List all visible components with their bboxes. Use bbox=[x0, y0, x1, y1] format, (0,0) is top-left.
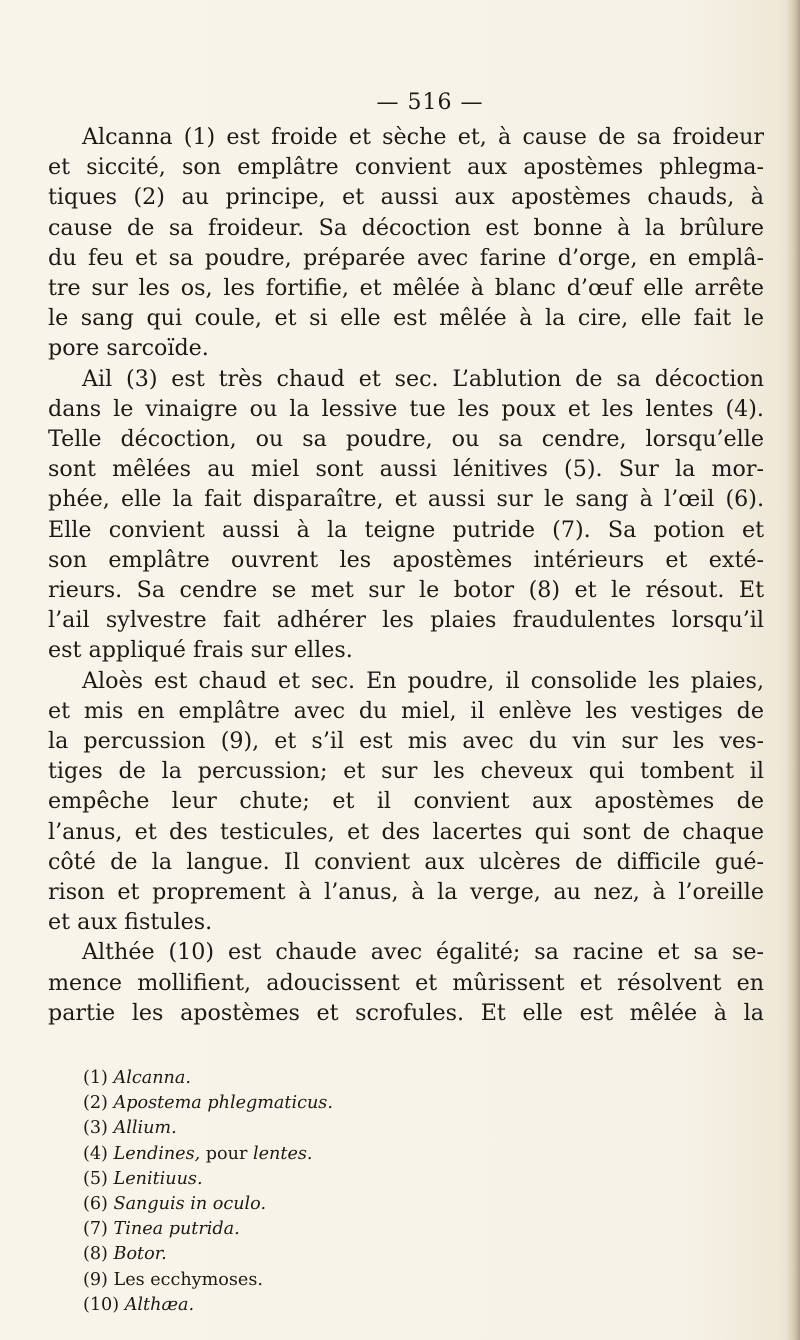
footnote-number: (1) bbox=[83, 1068, 108, 1088]
text-line: rison et proprement à l’anus, à la verge, au nez, à l’oreille bbox=[48, 879, 764, 906]
footnote-number: (7) bbox=[83, 1219, 108, 1240]
text-line: Telle décoction, ou sa poudre, ou sa cendre, lorsqu’elle bbox=[48, 426, 764, 453]
text-line: et mis en emplâtre avec du miel, il enlève les vestiges de bbox=[48, 697, 764, 724]
footnote bbox=[83, 1167, 333, 1192]
text-line: et aux fistules. bbox=[48, 909, 213, 936]
text-line: tre sur les os, les fortifie, et mêlée à blanc d’œuf elle arrête bbox=[48, 275, 764, 302]
footnote-number: (5) bbox=[83, 1168, 108, 1189]
text-line: pore sarcoïde. bbox=[48, 335, 209, 362]
text-line: cause de sa froideur. Sa décoction est bonne à la brûlure bbox=[48, 214, 764, 241]
footnote bbox=[83, 1268, 333, 1293]
text-line: Elle convient aussi à la teigne putride (7). Sa potion et bbox=[48, 516, 764, 543]
text-line: l’ail sylvestre fait adhérer les plaies fraudulentes lorsqu’il bbox=[48, 607, 764, 634]
text-line: partie les apostèmes et scrofules. Et elle est mêlée à la bbox=[48, 999, 764, 1026]
footnote-term: lentes. bbox=[253, 1143, 313, 1164]
text-line: rieurs. Sa cendre se met sur le botor (8) et le résout. Et bbox=[48, 577, 764, 604]
page-edge-shadow bbox=[786, 0, 800, 1340]
footnote-number: (6) bbox=[83, 1194, 108, 1215]
footnote-term: Sanguis in oculo. bbox=[113, 1194, 267, 1215]
footnote-plain: Les ecchymoses. bbox=[113, 1269, 263, 1290]
footnote bbox=[83, 1142, 333, 1167]
text-line: Althée (10) est chaude avec égalité; sa racine et sa se- bbox=[82, 939, 764, 966]
footnote-term: Allium. bbox=[113, 1118, 177, 1139]
text-line: Alcanna (1) est froide et sèche et, à cause de sa froideur bbox=[82, 124, 764, 150]
footnote-number: (10) bbox=[83, 1294, 120, 1315]
footnote bbox=[83, 1091, 333, 1116]
text-line: le sang qui coule, et si elle est mêlée à la cire, elle fait le bbox=[48, 305, 764, 332]
footnote bbox=[83, 1116, 333, 1141]
footnote-number: (9) bbox=[83, 1269, 108, 1290]
text-line: l’anus, et des testicules, et des lacertes qui sont de chaque bbox=[48, 818, 764, 845]
text-line: empêche leur chute; et il convient aux apostèmes de bbox=[48, 788, 764, 815]
text-line: du feu et sa poudre, préparée avec farine d’orge, en emplâ- bbox=[48, 244, 764, 271]
footnote-term: Lendines, bbox=[113, 1143, 201, 1164]
footnote-term: Alcanna. bbox=[113, 1068, 191, 1088]
footnote bbox=[83, 1066, 333, 1091]
footnote bbox=[83, 1217, 333, 1242]
text-line: dans le vinaigre ou la lessive tue les poux et les lentes (4). bbox=[48, 395, 764, 422]
text-line: et siccité, son emplâtre convient aux apostèmes phlegma- bbox=[48, 154, 764, 181]
text-line: phée, elle la fait disparaître, et aussi sur le sang à l’œil (6). bbox=[48, 486, 764, 513]
footnote-plain: pour bbox=[205, 1143, 248, 1164]
text-line: Aloès est chaud et sec. En poudre, il consolide les plaies, bbox=[82, 667, 764, 694]
footnote-term: Apostema phlegmaticus. bbox=[113, 1093, 333, 1114]
footnote-term: Tinea putrida. bbox=[113, 1219, 240, 1240]
text-line: tiges de la percussion; et sur les cheveux qui tombent il bbox=[48, 758, 764, 785]
text-line: mence mollifient, adoucissent et mûrissent et résolvent en bbox=[48, 969, 764, 996]
text-line: Ail (3) est très chaud et sec. L’ablution de sa décoction bbox=[82, 365, 764, 392]
footnote bbox=[83, 1192, 333, 1217]
text-line: la percussion (9), et s’il est mis avec du vin sur les ves- bbox=[48, 728, 764, 755]
text-line: est appliqué frais sur elles. bbox=[48, 637, 353, 664]
text-line: côté de la langue. Il convient aux ulcères de difficile gué- bbox=[48, 848, 764, 875]
footnote-number: (4) bbox=[83, 1143, 108, 1164]
footnote bbox=[83, 1293, 333, 1318]
footnote-number: (2) bbox=[83, 1093, 108, 1114]
footnotes bbox=[83, 1066, 333, 1318]
footnote-term: Althæa. bbox=[124, 1294, 195, 1315]
text-line: tiques (2) au principe, et aussi aux apostèmes chauds, à bbox=[48, 184, 764, 211]
footnote-number: (3) bbox=[83, 1118, 108, 1139]
footnote-term: Botor. bbox=[113, 1244, 167, 1265]
text-line: sont mêlées au miel sont aussi lénitives (5). Sur la mor- bbox=[48, 456, 764, 483]
text-line: son emplâtre ouvrent les apostèmes intérieurs et exté- bbox=[48, 546, 764, 573]
body-text bbox=[48, 122, 764, 1028]
footnote-term: Lenitiuus. bbox=[113, 1168, 203, 1189]
footnote-number: (8) bbox=[83, 1244, 108, 1265]
page-number: — 516 — bbox=[376, 90, 484, 115]
footnote bbox=[83, 1242, 333, 1267]
